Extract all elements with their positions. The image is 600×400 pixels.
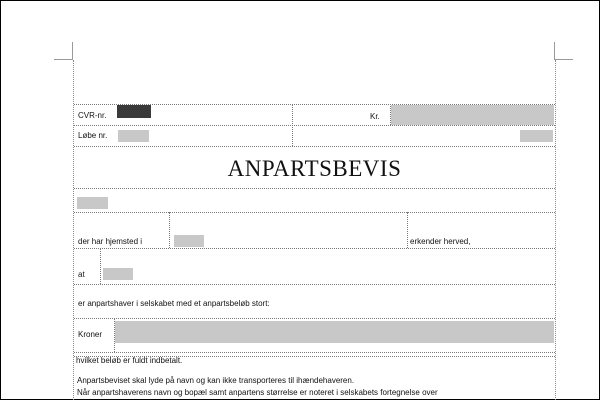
cell-divider [292, 104, 293, 146]
cvr-number-redacted [117, 105, 151, 118]
paragraph-2: Når anpartshaverens navn og bopæl samt anpartens størrelse er noteret i selskabets fortegnelse over [77, 388, 438, 397]
owner-name-field[interactable] [103, 268, 133, 280]
row-line [74, 146, 555, 147]
cell-divider [100, 248, 101, 284]
company-name-field[interactable] [77, 197, 108, 209]
document-page [73, 60, 556, 400]
cell-divider [407, 212, 408, 248]
lobe-nr-label: Løbe nr. [78, 131, 108, 140]
at-label: at [78, 270, 85, 279]
row-line [74, 318, 555, 319]
kroner-amount-field[interactable] [115, 321, 554, 343]
kr-label: Kr. [370, 112, 380, 121]
crop-mark-top-left-h [54, 59, 73, 60]
paragraph-1: Anpartsbeviset skal lyde på navn og kan ikke transporteres til ihændehaveren. [77, 376, 355, 385]
kroner-label: Kroner [78, 330, 103, 339]
hjemsted-field[interactable] [174, 235, 204, 247]
row-line [74, 125, 555, 126]
crop-mark-top-right-h [554, 59, 573, 60]
erkender-label: erkender herved, [410, 237, 471, 246]
lobe-nr-field[interactable] [118, 130, 149, 142]
lobe-nr-right-field[interactable] [520, 130, 553, 142]
row-line [74, 352, 555, 353]
row-line [74, 188, 555, 189]
betalt-text: hvilket beløb er fuldt indbetalt. [76, 356, 183, 365]
row-line [74, 284, 555, 285]
row-line [74, 212, 555, 213]
anpartshaver-text: er anpartshaver i selskabet med et anpartsbeløb stort: [78, 299, 270, 308]
row-line [74, 248, 555, 249]
document-title: ANPARTSBEVIS [227, 156, 402, 181]
hjemsted-label: der har hjemsted i [78, 237, 143, 246]
crop-mark-top-left-v [72, 42, 73, 60]
kr-value-field[interactable] [391, 105, 554, 125]
crop-mark-top-right-v [554, 42, 555, 60]
cell-divider [169, 212, 170, 248]
cvr-label: CVR-nr. [78, 111, 107, 120]
